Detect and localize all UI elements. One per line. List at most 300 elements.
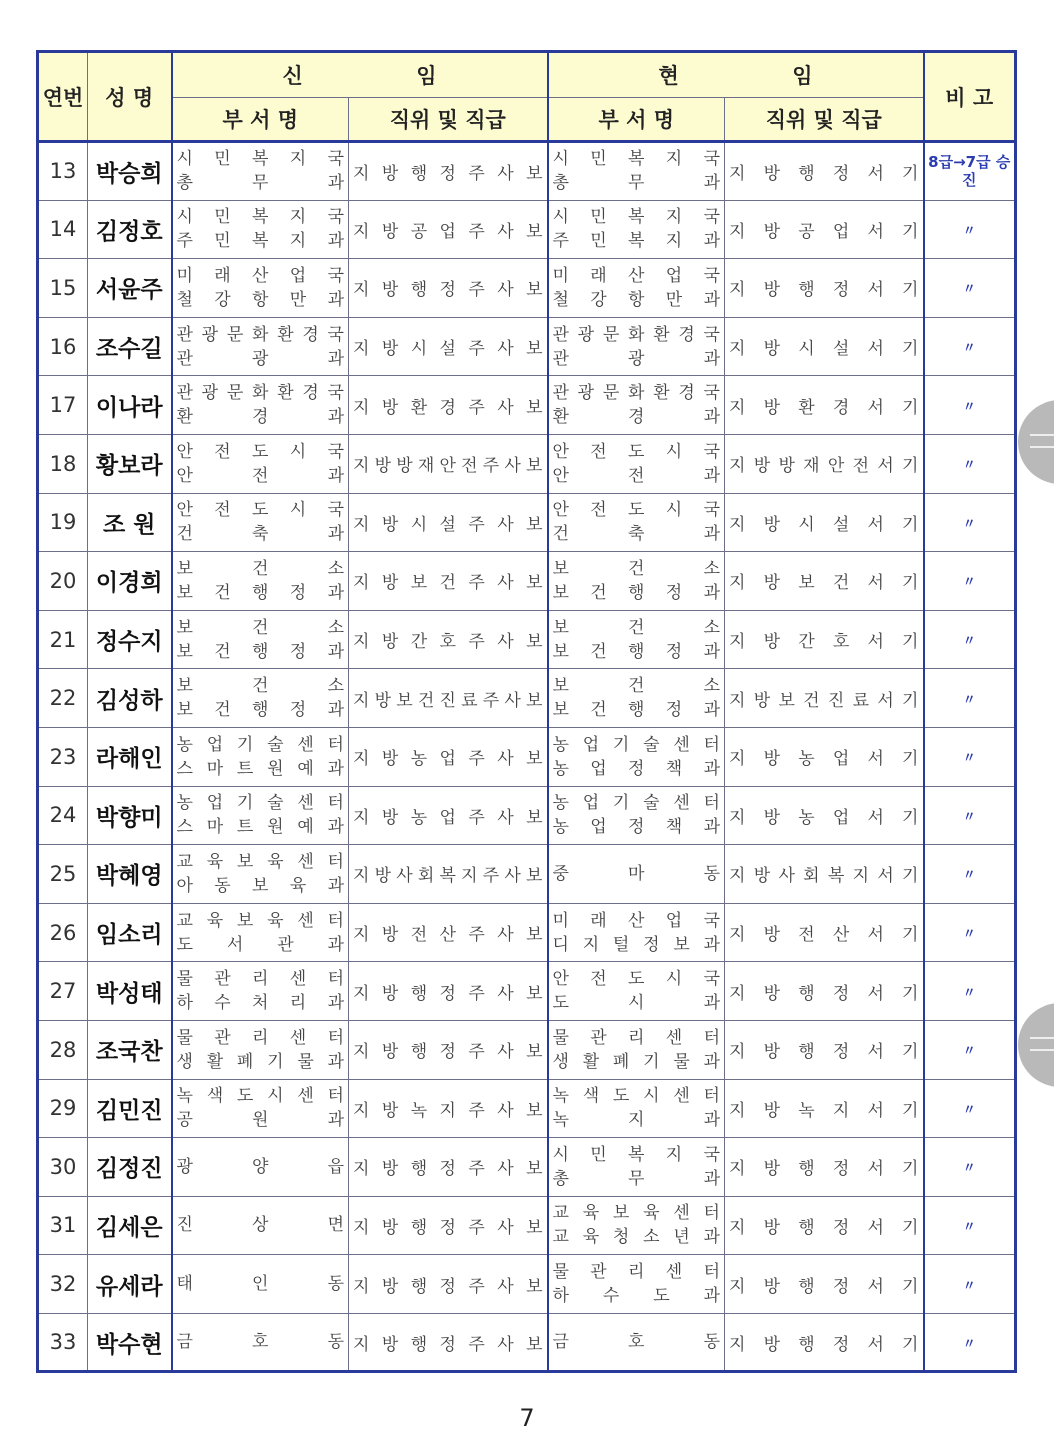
employee-name: 김성하 [88, 669, 172, 728]
char: 보 [396, 690, 413, 711]
char: 보 [526, 397, 543, 418]
char: 주 [468, 280, 485, 301]
new-department-line [177, 264, 345, 288]
char: 정 [289, 641, 307, 662]
char: 화 [628, 324, 645, 345]
remark [924, 317, 1016, 376]
current-position-text [729, 451, 919, 476]
char: 활 [582, 1051, 600, 1072]
char: 문 [602, 383, 620, 404]
employee-name: 김민진 [88, 1079, 172, 1138]
new-department [172, 1138, 349, 1197]
char: 산 [832, 925, 850, 946]
char: 지 [729, 280, 746, 301]
current-department-line [553, 147, 721, 171]
new-department-line [177, 1213, 345, 1237]
char: 행 [798, 983, 815, 1004]
current-position-text [729, 1037, 919, 1062]
char: 인 [252, 1274, 269, 1295]
char: 방 [763, 1276, 781, 1297]
char: 물 [297, 1051, 314, 1072]
char: 기 [612, 793, 630, 814]
table-body [38, 142, 1016, 1372]
char: 시 [552, 207, 569, 228]
char: 경 [302, 383, 319, 404]
char: 국 [703, 383, 720, 404]
char: 지 [852, 866, 870, 887]
current-position-text [729, 803, 919, 828]
char: 사 [497, 221, 514, 242]
char: 환 [277, 324, 294, 345]
current-position [725, 142, 924, 201]
char: 사 [497, 573, 514, 594]
char: 복 [827, 866, 845, 887]
table-row [38, 1196, 1016, 1255]
header-char: 현 [658, 64, 679, 88]
row-number: 21 [38, 610, 88, 669]
char: 건 [176, 524, 193, 545]
char: 보 [236, 910, 254, 931]
char: 지 [353, 1042, 370, 1063]
current-department-line [553, 1167, 721, 1191]
char: 정 [665, 700, 683, 721]
char: 시 [410, 514, 428, 535]
char: 주 [468, 1100, 485, 1121]
current-department [548, 610, 725, 669]
ditto-mark: 〃 [962, 516, 976, 532]
char: 육 [582, 1203, 600, 1224]
char: 보 [176, 700, 193, 721]
char: 건 [252, 558, 269, 579]
char: 술 [267, 734, 284, 755]
char: 민 [590, 149, 607, 170]
char: 축 [628, 524, 645, 545]
char: 전 [798, 925, 815, 946]
char: 복 [628, 1144, 645, 1165]
char: 센 [297, 851, 314, 872]
remark [924, 376, 1016, 435]
char: 복 [252, 231, 269, 252]
char: 방 [763, 1042, 781, 1063]
char: 경 [302, 324, 319, 345]
char: 과 [703, 231, 720, 252]
row-number: 15 [38, 259, 88, 318]
table-row [38, 1255, 1016, 1314]
char: 업 [832, 807, 850, 828]
char: 관 [214, 969, 231, 990]
current-position-text [729, 217, 919, 242]
current-department-line [553, 171, 721, 195]
char: 건 [417, 690, 435, 711]
employee-name: 유세라 [88, 1255, 172, 1314]
char: 방 [763, 573, 781, 594]
new-department [172, 552, 349, 611]
char: 터 [703, 734, 720, 755]
char: 서 [867, 807, 884, 828]
char: 육 [643, 1203, 660, 1224]
new-department-line [177, 1155, 345, 1179]
char: 기 [902, 925, 919, 946]
char: 민 [214, 207, 231, 228]
char: 행 [798, 1159, 815, 1180]
char: 전 [590, 500, 607, 521]
current-position [725, 903, 924, 962]
ditto-mark: 〃 [962, 399, 976, 415]
table-row [38, 1079, 1016, 1138]
char: 지 [729, 1334, 746, 1355]
current-department [548, 1020, 725, 1079]
new-position-text [353, 861, 543, 886]
char: 마 [628, 863, 645, 884]
new-department-line [177, 1026, 345, 1050]
scroll-handle[interactable] [1018, 1003, 1054, 1087]
new-department-line [177, 405, 345, 429]
char: 주 [482, 866, 500, 887]
char: 읍 [327, 1156, 344, 1177]
char: 업 [832, 221, 850, 242]
char: 건 [214, 700, 231, 721]
char: 과 [703, 348, 720, 369]
char: 방 [381, 1334, 399, 1355]
char: 국 [327, 383, 344, 404]
char: 방 [381, 1276, 399, 1297]
new-department-line [177, 967, 345, 991]
char: 터 [327, 734, 344, 755]
table-row [38, 1138, 1016, 1197]
employee-name: 임소리 [88, 903, 172, 962]
char: 사 [497, 397, 514, 418]
char: 사 [497, 280, 514, 301]
current-position-text [729, 159, 919, 184]
row-number: 32 [38, 1255, 88, 1314]
char: 관 [214, 1027, 231, 1048]
current-department [548, 259, 725, 318]
char: 터 [703, 793, 720, 814]
char: 센 [665, 1027, 683, 1048]
char: 항 [628, 289, 645, 310]
char: 술 [643, 793, 660, 814]
char: 광 [176, 1156, 193, 1177]
char: 예 [297, 817, 314, 838]
new-position-text [353, 393, 543, 418]
char: 기 [902, 221, 919, 242]
char: 방 [381, 163, 399, 184]
char: 터 [327, 969, 344, 990]
char: 방 [778, 456, 795, 477]
new-department [172, 1255, 349, 1314]
table-row [38, 845, 1016, 904]
char: 호 [252, 1332, 269, 1353]
char: 정 [832, 983, 850, 1004]
current-position [725, 1138, 924, 1197]
char: 방 [763, 749, 781, 770]
char: 정 [439, 1042, 456, 1063]
new-department [172, 669, 349, 728]
char: 사 [497, 1042, 514, 1063]
scroll-handle[interactable] [1018, 400, 1054, 484]
char: 전 [852, 456, 870, 477]
char: 털 [612, 934, 630, 955]
ditto-mark: 〃 [962, 634, 976, 650]
current-position [725, 786, 924, 845]
char: 국 [327, 265, 344, 286]
char: 과 [327, 289, 344, 310]
row-number: 20 [38, 552, 88, 611]
char: 방 [374, 690, 392, 711]
char: 서 [867, 514, 884, 535]
char: 무 [628, 173, 645, 194]
new-position-text [353, 1272, 543, 1297]
char: 정 [832, 163, 850, 184]
current-position-text [729, 1154, 919, 1179]
header-new-position: 직위 및 직급 [349, 98, 548, 142]
grip-line-icon [1030, 434, 1054, 436]
new-department-line [177, 464, 345, 488]
char: 지 [353, 339, 370, 360]
char: 센 [297, 910, 314, 931]
new-position-text [353, 334, 543, 359]
new-department-line [177, 581, 345, 605]
char: 방 [381, 1100, 399, 1121]
char: 도 [552, 993, 569, 1014]
char: 공 [410, 221, 428, 242]
char: 호 [832, 632, 850, 653]
char: 보 [176, 558, 193, 579]
char: 보 [552, 617, 569, 638]
current-department-line [553, 205, 721, 229]
remark [924, 610, 1016, 669]
char: 서 [867, 749, 884, 770]
char: 화 [628, 383, 645, 404]
char: 복 [628, 231, 645, 252]
current-department [548, 493, 725, 552]
char: 시 [267, 1086, 284, 1107]
char: 보 [552, 558, 569, 579]
char: 방 [763, 280, 781, 301]
current-department [548, 1255, 725, 1314]
char: 관 [176, 383, 193, 404]
char: 시 [552, 149, 569, 170]
new-position-text [353, 627, 543, 652]
char: 건 [590, 582, 607, 603]
employee-name: 서윤주 [88, 259, 172, 318]
char: 방 [763, 397, 781, 418]
row-number: 23 [38, 727, 88, 786]
char: 주 [482, 456, 500, 477]
new-department [172, 610, 349, 669]
char: 무 [628, 1168, 645, 1189]
char: 도 [252, 441, 269, 462]
char: 기 [902, 163, 919, 184]
char: 안 [176, 465, 193, 486]
remark [924, 259, 1016, 318]
char: 지 [729, 221, 746, 242]
new-position [349, 1313, 548, 1372]
char: 철 [176, 289, 193, 310]
char: 기 [902, 573, 919, 594]
char: 기 [902, 866, 919, 887]
new-position [349, 610, 548, 669]
char: 환 [653, 383, 670, 404]
new-position [349, 434, 548, 493]
table-row [38, 786, 1016, 845]
new-position [349, 1255, 548, 1314]
char: 수 [602, 1286, 620, 1307]
char: 건 [214, 641, 231, 662]
char: 아 [176, 875, 193, 896]
char: 안 [552, 465, 569, 486]
table-row [38, 669, 1016, 728]
char: 방 [763, 163, 781, 184]
char: 방 [763, 632, 781, 653]
new-department [172, 1079, 349, 1138]
current-department-line [553, 381, 721, 405]
char: 지 [729, 807, 746, 828]
current-department [548, 845, 725, 904]
char: 지 [353, 866, 370, 887]
row-number: 28 [38, 1020, 88, 1079]
remark [924, 786, 1016, 845]
char: 기 [902, 983, 919, 1004]
char: 전 [590, 441, 607, 462]
char: 주 [468, 749, 485, 770]
header-name: 성 명 [88, 52, 172, 142]
char: 광 [252, 348, 269, 369]
char: 사 [497, 1217, 514, 1238]
current-position-text [729, 1096, 919, 1121]
char: 지 [665, 231, 683, 252]
char: 색 [206, 1086, 224, 1107]
new-department-line [177, 991, 345, 1015]
char: 국 [327, 207, 344, 228]
current-position-text [729, 979, 919, 1004]
current-position-text [729, 1330, 919, 1355]
char: 과 [703, 1227, 720, 1248]
current-department-line [553, 967, 721, 991]
char: 보 [526, 339, 543, 360]
char: 미 [552, 910, 569, 931]
char: 강 [214, 289, 231, 310]
char: 국 [703, 207, 720, 228]
char: 행 [252, 582, 269, 603]
char: 시 [176, 207, 193, 228]
row-number: 33 [38, 1313, 88, 1372]
new-department [172, 200, 349, 259]
current-department-line [553, 674, 721, 698]
char: 복 [252, 207, 269, 228]
char: 과 [327, 1110, 344, 1131]
char: 정 [439, 1159, 456, 1180]
char: 광 [628, 348, 645, 369]
char: 철 [552, 289, 569, 310]
table-row [38, 610, 1016, 669]
char: 터 [703, 1262, 720, 1283]
char: 터 [327, 1086, 344, 1107]
char: 방 [763, 925, 781, 946]
char: 지 [353, 573, 370, 594]
char: 행 [410, 1042, 428, 1063]
current-department-line [553, 1330, 721, 1354]
char: 경 [678, 383, 695, 404]
char: 트 [236, 758, 254, 779]
char: 진 [176, 1215, 193, 1236]
personnel-table [36, 50, 1017, 1373]
header-new-post [172, 52, 548, 98]
current-position-text [729, 568, 919, 593]
current-position-text [729, 861, 919, 886]
current-department-line [553, 405, 721, 429]
table-row [38, 376, 1016, 435]
char: 리 [252, 1027, 269, 1048]
char: 보 [526, 456, 543, 477]
char: 보 [236, 851, 254, 872]
char: 보 [798, 573, 815, 594]
char: 도 [176, 934, 193, 955]
char: 주 [468, 1042, 485, 1063]
char: 트 [236, 817, 254, 838]
char: 기 [902, 807, 919, 828]
char: 기 [902, 749, 919, 770]
char: 설 [439, 514, 456, 535]
char: 료 [852, 690, 870, 711]
char: 육 [289, 875, 307, 896]
char: 방 [381, 339, 399, 360]
char: 서 [867, 280, 884, 301]
new-department-line [177, 1330, 345, 1354]
current-department [548, 786, 725, 845]
new-position-text [353, 979, 543, 1004]
char: 무 [252, 173, 269, 194]
char: 공 [798, 221, 815, 242]
char: 지 [729, 163, 746, 184]
new-position-text [353, 217, 543, 242]
new-department [172, 903, 349, 962]
char: 청 [612, 1227, 630, 1248]
new-position-text [353, 1096, 543, 1121]
char: 정 [832, 1042, 850, 1063]
char: 물 [176, 969, 193, 990]
char: 국 [327, 441, 344, 462]
char: 시 [628, 993, 645, 1014]
char: 건 [803, 690, 820, 711]
remark [924, 493, 1016, 552]
char: 정 [289, 700, 307, 721]
char: 사 [497, 807, 514, 828]
char: 기 [902, 514, 919, 535]
char: 마 [206, 817, 224, 838]
char: 과 [327, 173, 344, 194]
char: 시 [289, 441, 307, 462]
char: 보 [526, 514, 543, 535]
current-department-line [553, 698, 721, 722]
ditto-mark: 〃 [962, 458, 976, 474]
char: 지 [729, 1159, 746, 1180]
new-position-text [353, 510, 543, 535]
char: 물 [176, 1027, 193, 1048]
current-department-line [553, 1225, 721, 1249]
char: 서 [867, 1159, 884, 1180]
char: 동 [703, 1332, 720, 1353]
row-number: 26 [38, 903, 88, 962]
char: 터 [703, 1203, 720, 1224]
table-row [38, 727, 1016, 786]
remark [924, 434, 1016, 493]
char: 기 [236, 734, 254, 755]
new-department-line [177, 791, 345, 815]
char: 총 [552, 173, 569, 194]
current-department-line [553, 991, 721, 1015]
char: 광 [201, 324, 219, 345]
